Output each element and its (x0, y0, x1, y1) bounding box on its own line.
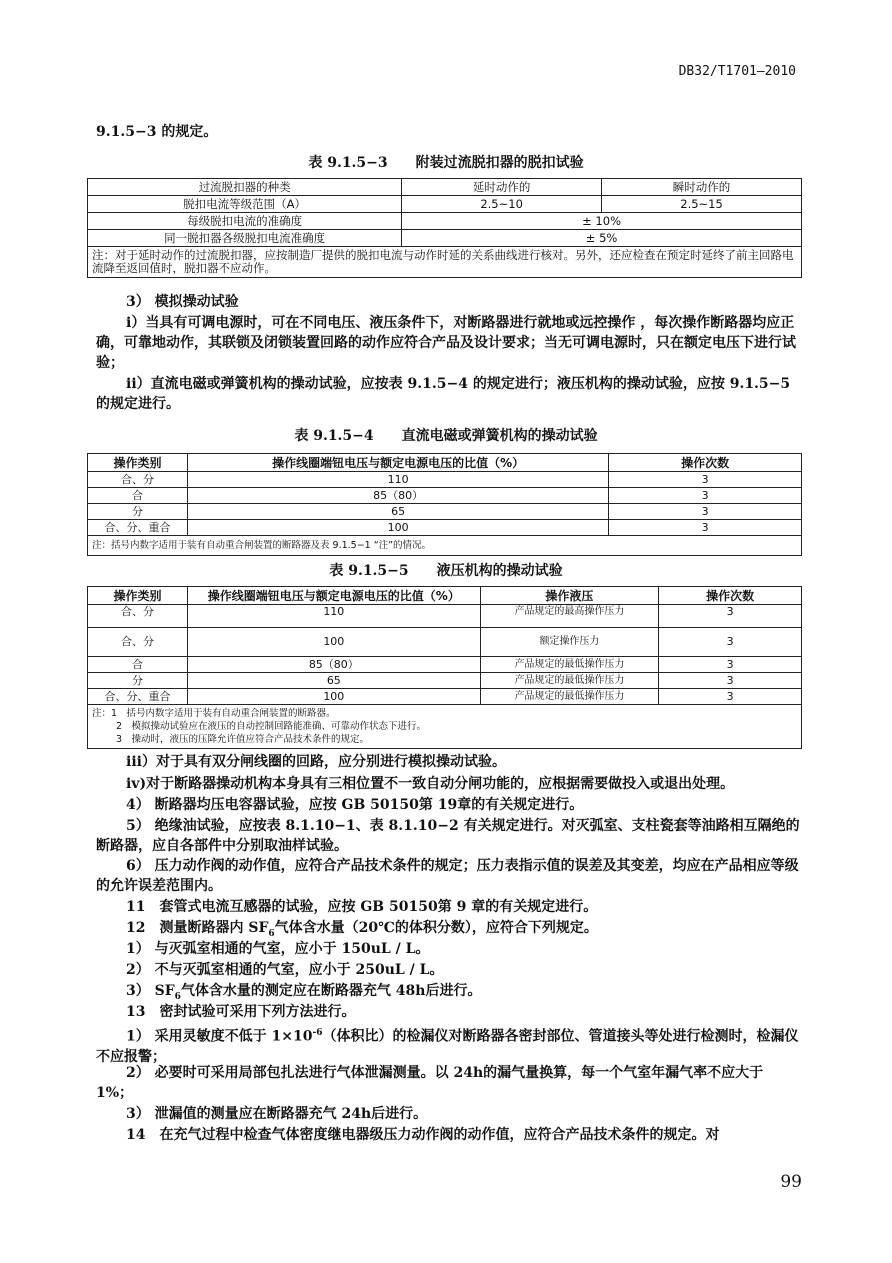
text-span: （体积比）的检漏仪对断路器各密封部位、管道接头等处进行检测时，检漏仪不应报警； (96, 1028, 799, 1065)
table-cell: 合、分、重合 (88, 520, 188, 536)
table-row (88, 657, 802, 673)
table-row (88, 247, 802, 278)
table-row (88, 705, 802, 749)
section-sim-title: 3） 模拟操动试验 (126, 294, 239, 310)
table-cell: 同一脱扣器各级脱扣电流准确度 (88, 230, 402, 247)
table-cell: 3 (659, 657, 802, 673)
line-iv: iv)对于断路器操动机构本身具有三相位置不一致自动分闸功能的，应根据需要做投入或退出处理。 (126, 776, 735, 792)
table-cell: 延时动作的 (402, 179, 602, 196)
line-13-2: 2） 必要时可采用局部包扎法进行气体泄漏测量。以 24h的漏气量换算，每一个气室年漏气率不应大于 1%； (96, 1065, 764, 1101)
table-header: 操作液压 (480, 587, 659, 605)
table-cell: 产品规定的最高操作压力 (480, 605, 659, 628)
table-cell: 110 (187, 605, 480, 628)
text-span: 气体含水量的测定应在断路器充气 48h后进行。 (180, 983, 482, 999)
table-cell: 过流脱扣器的种类 (88, 179, 402, 196)
table-header: 操作次数 (609, 454, 802, 472)
table-cell: 每级脱扣电流的准确度 (88, 213, 402, 230)
table-header: 操作线圈端钮电压与额定电源电压的比值（%） (187, 587, 480, 605)
table-header: 操作类别 (88, 454, 188, 472)
table-cell: 110 (187, 472, 608, 488)
line-item-4: 4） 断路器均压电容器试验，应按 GB 50150第 19章的有关规定进行。 (126, 797, 584, 813)
table-row (88, 605, 802, 628)
table-4-caption: 表 9.1.5−4 直流电磁或弹簧机构的操动试验 (294, 428, 598, 444)
doc-id-header: DB32/T1701—2010 (678, 64, 796, 79)
table-5-note-3: 3 操动时，液压的压降允许值应符合产品技术条件的规定。 (116, 734, 370, 745)
table-cell: 瞬时动作的 (602, 179, 802, 196)
table-5-notes (88, 705, 802, 749)
table-row (88, 689, 802, 705)
subscript: 6 (174, 991, 181, 1002)
table-cell: 3 (659, 673, 802, 689)
table-cell: 65 (187, 673, 480, 689)
table-row (88, 472, 802, 488)
table-cell: 合、分、重合 (88, 689, 188, 705)
table-3-note: 注：对于延时动作的过流脱扣器，应按制造厂提供的脱扣电流与动作时延的关系曲线进行核对。另外，还应检查在预定时延终了前主回路电流降至返回值时，脱扣器不应动作。 (88, 247, 802, 278)
table-cell: 100 (187, 689, 480, 705)
line-13-3: 3） 泄漏值的测量应在断路器充气 24h后进行。 (126, 1106, 428, 1122)
table-cell: ± 10% (402, 213, 802, 230)
intro-line: 9.1.5−3 的规定。 (96, 124, 218, 140)
page-number: 99 (780, 1172, 802, 1192)
table-cell: 脱扣电流等级范围（A） (88, 196, 402, 213)
table-cell: 产品规定的最低操作压力 (480, 657, 659, 673)
table-cell: 85（80） (187, 657, 480, 673)
line-13-1 (96, 1023, 802, 1067)
superscript: -6 (312, 1028, 323, 1038)
table-cell: 2.5~15 (602, 196, 802, 213)
table-row (88, 628, 802, 657)
table-cell: 2.5~10 (402, 196, 602, 213)
text-span: 12 测量断路器内 SF (126, 920, 269, 936)
table-header: 操作次数 (659, 587, 802, 605)
line-item-5: 5） 绝缘油试验，应按表 8.1.10−1、表 8.1.10−2 有关规定进行。对灭弧室、支柱瓷套等油路相互隔绝的断路器，应自各部件中分别取油样试验。 (96, 818, 800, 854)
table-header: 操作线圈端钮电压与额定电源电压的比值（%） (187, 454, 608, 472)
table-cell: 3 (609, 520, 802, 536)
table-cell: 分 (88, 504, 188, 520)
table-5-note-1: 注：1 括号内数字适用于装有自动重合闸装置的断路器。 (92, 708, 336, 719)
table-row (88, 488, 802, 504)
table-header: 操作类别 (88, 587, 188, 605)
table-row (88, 179, 802, 196)
table-cell: 合、分 (88, 472, 188, 488)
table-5 (87, 586, 802, 749)
table-3 (87, 178, 802, 278)
table-row (88, 673, 802, 689)
line-item-11: 11 套管式电流互感器的试验，应按 GB 50150第 9 章的有关规定进行。 (126, 899, 598, 915)
table-cell: 65 (187, 504, 608, 520)
table-cell: 产品规定的最低操作压力 (480, 673, 659, 689)
table-cell: 100 (187, 520, 608, 536)
table-row (88, 504, 802, 520)
table-cell: 100 (187, 628, 480, 657)
table-5-caption: 表 9.1.5−5 液压机构的操动试验 (329, 563, 563, 579)
line-12-2: 2） 不与灭弧室相通的气室，应小于 250uL / L。 (126, 962, 444, 978)
line-item-14: 14 在充气过程中检查气体密度继电器级压力动作阀的动作值，应符合产品技术条件的规定。对 (126, 1127, 720, 1143)
table-cell: 85（80） (187, 488, 608, 504)
line-item-13: 13 密封试验可采用下列方法进行。 (126, 1004, 356, 1020)
table-cell: 合、分 (88, 628, 188, 657)
table-cell: 合、分 (88, 605, 188, 628)
para-sim-ii: ii）直流电磁或弹簧机构的操动试验，应按表 9.1.5−4 的规定进行；液压机构的操动试验，应按 9.1.5−5 的规定进行。 (96, 376, 791, 412)
table-cell: 3 (659, 689, 802, 705)
table-row (88, 536, 802, 556)
text-span: 1） 采用灵敏度不低于 1×10 (126, 1028, 313, 1045)
table-4-note: 注：括号内数字适用于装有自动重合闸装置的断路器及表 9.1.5−1 “注”的情况。 (88, 536, 802, 556)
text-span: 3） SF (126, 983, 175, 999)
table-cell: 3 (609, 504, 802, 520)
table-row (88, 587, 802, 605)
table-row (88, 454, 802, 472)
table-cell: 分 (88, 673, 188, 689)
line-item-6: 6） 压力动作阀的动作值，应符合产品技术条件的规定；压力表指示值的误差及其变差，均应在产品相应等级的允许误差范围内。 (96, 858, 799, 894)
line-iii: iii）对于具有双分闸线圈的回路，应分别进行模拟操动试验。 (126, 754, 506, 770)
table-cell: 合 (88, 488, 188, 504)
table-row (88, 230, 802, 247)
table-cell: 合 (88, 657, 188, 673)
table-4 (87, 453, 802, 556)
table-cell: 3 (609, 488, 802, 504)
table-3-caption: 表 9.1.5−3 附装过流脱扣器的脱扣试验 (308, 155, 584, 171)
table-cell: 产品规定的最低操作压力 (480, 689, 659, 705)
table-cell: 额定操作压力 (480, 628, 659, 657)
table-cell: ± 5% (402, 230, 802, 247)
line-12-1: 1） 与灭弧室相通的气室，应小于 150uL / L。 (126, 941, 430, 957)
table-cell: 3 (609, 472, 802, 488)
subscript: 6 (268, 928, 275, 939)
table-row (88, 520, 802, 536)
text-span: 气体含水量（20℃的体积分数），应符合下列规定。 (274, 920, 598, 936)
table-cell: 3 (659, 628, 802, 657)
table-5-note-2: 2 模拟操动试验应在液压的自动控制回路能准确、可靠动作状态下进行。 (116, 721, 427, 732)
table-row (88, 196, 802, 213)
table-row (88, 213, 802, 230)
table-cell: 3 (659, 605, 802, 628)
para-sim-i: i）当具有可调电源时，可在不同电压、液压条件下，对断路器进行就地或远控操作 ，每次操作断路器均应正确，可靠地动作，其联锁及闭锁装置回路的动作应符合产品及设计要求；当无可调电源时，只在额定电压下进行试验； (96, 315, 796, 371)
